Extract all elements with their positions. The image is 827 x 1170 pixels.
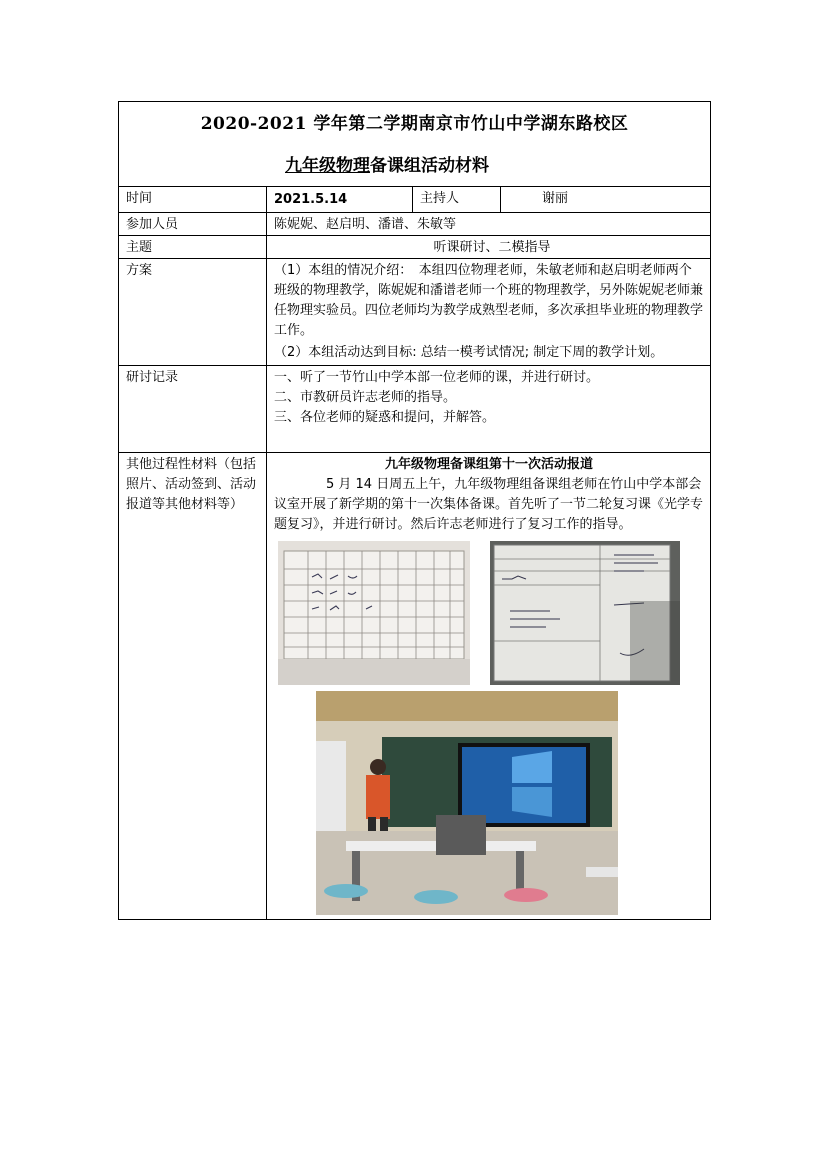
plan-content (267, 259, 711, 366)
plan-paragraph-1: （1）本组的情况介绍： 本组四位物理老师，朱敏老师和赵启明老师两个班级的物理教学，陈妮妮和潘谱老师一个班的物理教学，另外陈妮妮老师兼任物理实验员。四位老师均为教学成熟型老师，多次承担毕业班的物理教学工作。 (274, 263, 704, 338)
record-content (267, 366, 711, 453)
record-item: 二、市教研员许志老师的指导。 (274, 390, 457, 405)
topic-label: 主题 (119, 236, 267, 259)
time-value: 2021.5.14 (267, 187, 413, 213)
host-value: 谢丽 (501, 187, 711, 213)
sign-in-sheet-photo (278, 541, 470, 685)
subtitle-underlined: 九年级物理 (285, 156, 370, 176)
document-subtitle (285, 156, 489, 176)
record-item: 一、听了一节竹山中学本部一位老师的课，并进行研讨。 (274, 370, 600, 385)
record-label: 研讨记录 (119, 366, 267, 453)
form-header (119, 102, 711, 187)
report-title: 九年级物理备课组第十一次活动报道 (385, 457, 594, 472)
other-materials-label: 其他过程性材料（包括照片、活动签到、活动报道等其他材料等） (119, 453, 267, 920)
other-materials-content (267, 453, 711, 920)
activity-form-table (118, 101, 711, 920)
record-item: 三、各位老师的疑惑和提问，并解答。 (274, 410, 496, 425)
participants-value: 陈妮妮、赵启明、潘谱、朱敏等 (267, 213, 711, 236)
topic-value: 听课研讨、二模指导 (267, 236, 711, 259)
plan-paragraph-2: （2）本组活动达到目标: 总结一模考试情况; 制定下周的教学计划。 (274, 345, 664, 360)
classroom-lesson-photo (316, 691, 618, 915)
participants-label: 参加人员 (119, 213, 267, 236)
meeting-record-photo (490, 541, 680, 685)
subtitle-rest: 备课组活动材料 (370, 156, 489, 176)
time-label: 时间 (119, 187, 267, 213)
host-label: 主持人 (413, 187, 501, 213)
plan-label: 方案 (119, 259, 267, 366)
document-title: 2020-2021 学年第二学期南京市竹山中学湖东路校区 (200, 114, 629, 134)
photo-area (274, 535, 704, 915)
report-text: 5 月 14 日周五上午，九年级物理组备课组老师在竹山中学本部会议室开展了新学期的第十一次集体备课。首先听了一节二轮复习课《光学专题复习》，并进行研讨。然后许志老师进行了复习工作的指导。 (274, 477, 704, 532)
